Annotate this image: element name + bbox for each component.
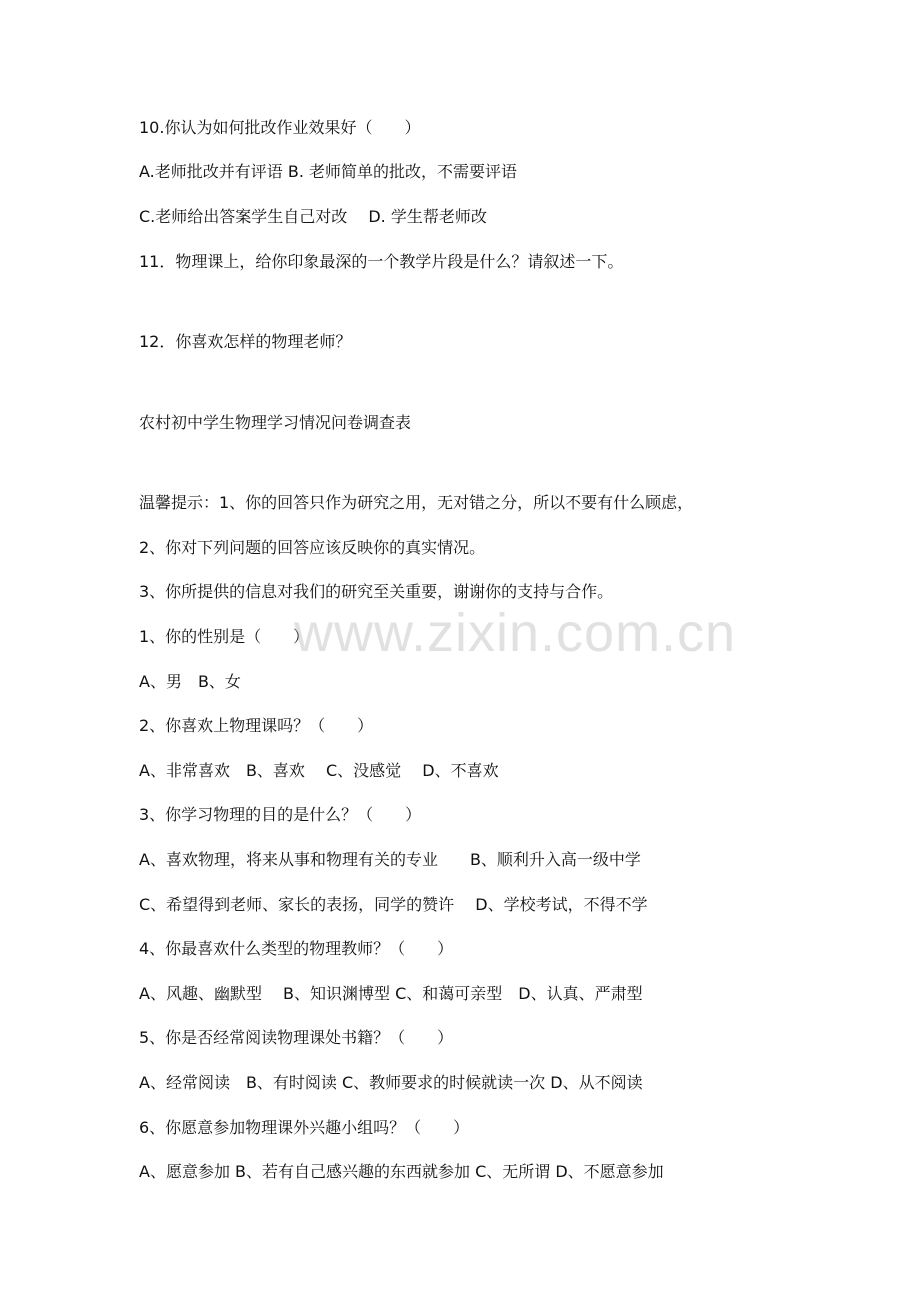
- question-11: 11．物理课上，给你印象最深的一个教学片段是什么？请叙述一下。: [139, 252, 624, 271]
- question-10-options-cd: C.老师给出答案学生自己对改 D. 学生帮老师改: [139, 207, 487, 226]
- survey-title: 农村初中学生物理学习情况问卷调查表: [139, 413, 412, 432]
- survey-question-1: 1、你的性别是（ ）: [139, 627, 310, 646]
- survey-question-3-options-ab: A、喜欢物理，将来从事和物理有关的专业 B、顺利升入高一级中学: [139, 850, 641, 869]
- question-10-options-ab: A.老师批改并有评语 B. 老师简单的批改，不需要评语: [139, 162, 517, 181]
- survey-question-6: 6、你愿意参加物理课外兴趣小组吗？（ ）: [139, 1118, 470, 1137]
- survey-question-3-options-cd: C、希望得到老师、家长的表扬，同学的赞许 D、学校考试，不得不学: [139, 895, 648, 914]
- survey-question-2: 2、你喜欢上物理课吗？（ ）: [139, 716, 374, 735]
- survey-question-5: 5、你是否经常阅读物理课处书籍？（ ）: [139, 1028, 454, 1047]
- question-10: 10.你认为如何批改作业效果好（ ）: [139, 118, 421, 137]
- reminder-1: 温馨提示：1、你的回答只作为研究之用，无对错之分，所以不要有什么顾虑，: [139, 493, 694, 512]
- survey-question-6-options: A、愿意参加 B、若有自己感兴趣的东西就参加 C、无所谓 D、不愿意参加: [139, 1162, 664, 1181]
- survey-question-2-options: A、非常喜欢 B、喜欢 C、没感觉 D、不喜欢: [139, 761, 499, 780]
- reminder-2: 2、你对下列问题的回答应该反映你的真实情况。: [139, 538, 486, 557]
- survey-question-4: 4、你最喜欢什么类型的物理教师？（ ）: [139, 939, 454, 958]
- survey-question-4-options: A、风趣、幽默型 B、知识渊博型 C、和蔼可亲型 D、认真、严肃型: [139, 984, 643, 1003]
- watermark: www.zixin.com.cn: [294, 603, 737, 663]
- survey-question-1-options: A、男 B、女: [139, 672, 241, 691]
- reminder-3: 3、你所提供的信息对我们的研究至关重要，谢谢你的支持与合作。: [139, 582, 614, 601]
- question-12: 12．你喜欢怎样的物理老师？: [139, 332, 352, 351]
- survey-question-3: 3、你学习物理的目的是什么？（ ）: [139, 805, 422, 824]
- survey-question-5-options: A、经常阅读 B、有时阅读 C、教师要求的时候就读一次 D、从不阅读: [139, 1073, 643, 1092]
